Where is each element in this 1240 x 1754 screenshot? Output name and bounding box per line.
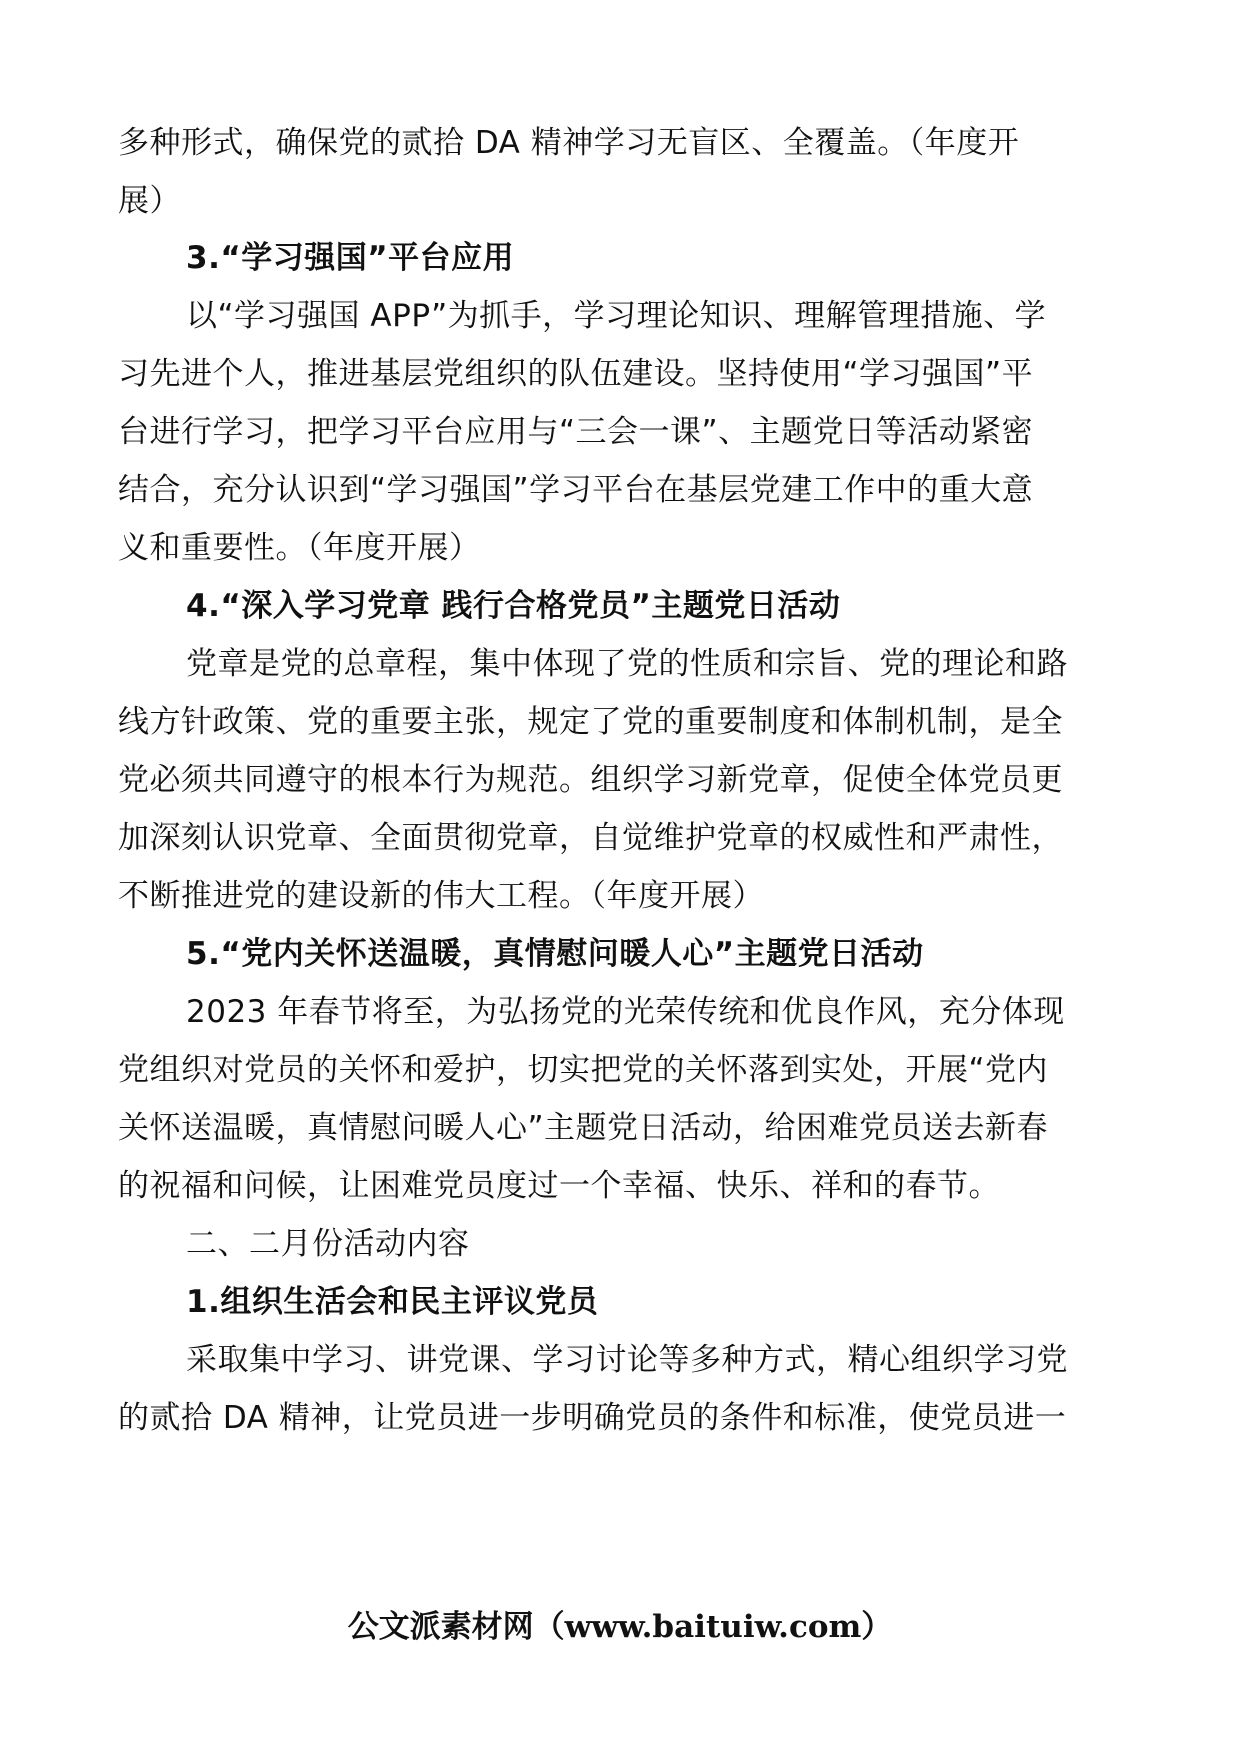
body-line: 义和重要性。（年度开展） bbox=[118, 530, 481, 566]
section-heading: 5.“党内关怀送温暖，真情慰问暖人心”主题党日活动 bbox=[186, 936, 924, 972]
body-line: 关怀送温暖，真情慰问暖人心”主题党日活动，给困难党员送去新春 bbox=[118, 1110, 1049, 1146]
body-line: 不断推进党的建设新的伟大工程。（年度开展） bbox=[118, 878, 764, 914]
body-line: 2023 年春节将至，为弘扬党的光荣传统和优良作风，充分体现 bbox=[186, 994, 1065, 1030]
section-heading: 4.“深入学习党章 践行合格党员”主题党日活动 bbox=[186, 588, 841, 624]
section-heading: 3.“学习强国”平台应用 bbox=[186, 240, 515, 276]
body-line: 展） bbox=[118, 183, 181, 219]
section-heading: 1.组织生活会和民主评议党员 bbox=[186, 1284, 599, 1320]
body-line: 党章是党的总章程，集中体现了党的性质和宗旨、党的理论和路 bbox=[186, 646, 1068, 682]
body-line: 习先进个人，推进基层党组织的队伍建设。坚持使用“学习强国”平 bbox=[118, 356, 1034, 392]
body-line: 的贰拾 DA 精神，让党员进一步明确党员的条件和标准，使党员进一 bbox=[118, 1400, 1067, 1436]
body-line: 党组织对党员的关怀和爱护，切实把党的关怀落到实处，开展“党内 bbox=[118, 1052, 1049, 1088]
body-line: 台进行学习，把学习平台应用与“三会一课”、主题党日等活动紧密 bbox=[118, 414, 1034, 450]
body-line: 以“学习强国 APP”为抓手，学习理论知识、理解管理措施、学 bbox=[186, 298, 1047, 334]
body-line: 结合，充分认识到“学习强国”学习平台在基层党建工作中的重大意 bbox=[118, 472, 1034, 508]
body-line: 党必须共同遵守的根本行为规范。组织学习新党章，促使全体党员更 bbox=[118, 762, 1063, 798]
body-line: 的祝福和问候，让困难党员度过一个幸福、快乐、祥和的春节。 bbox=[118, 1168, 1000, 1204]
body-line: 采取集中学习、讲党课、学习讨论等多种方式，精心组织学习党 bbox=[186, 1342, 1068, 1378]
body-line: 多种形式，确保党的贰拾 DA 精神学习无盲区、全覆盖。（年度开 bbox=[118, 125, 1020, 161]
body-line: 加深刻认识党章、全面贯彻党章，自觉维护党章的权威性和严肃性， bbox=[118, 820, 1063, 856]
body-line: 线方针政策、党的重要主张，规定了党的重要制度和体制机制，是全 bbox=[118, 704, 1063, 740]
section-title: 二、二月份活动内容 bbox=[186, 1226, 470, 1262]
footer-watermark: 公文派素材网（www.baituiw.com） bbox=[347, 1609, 893, 1645]
